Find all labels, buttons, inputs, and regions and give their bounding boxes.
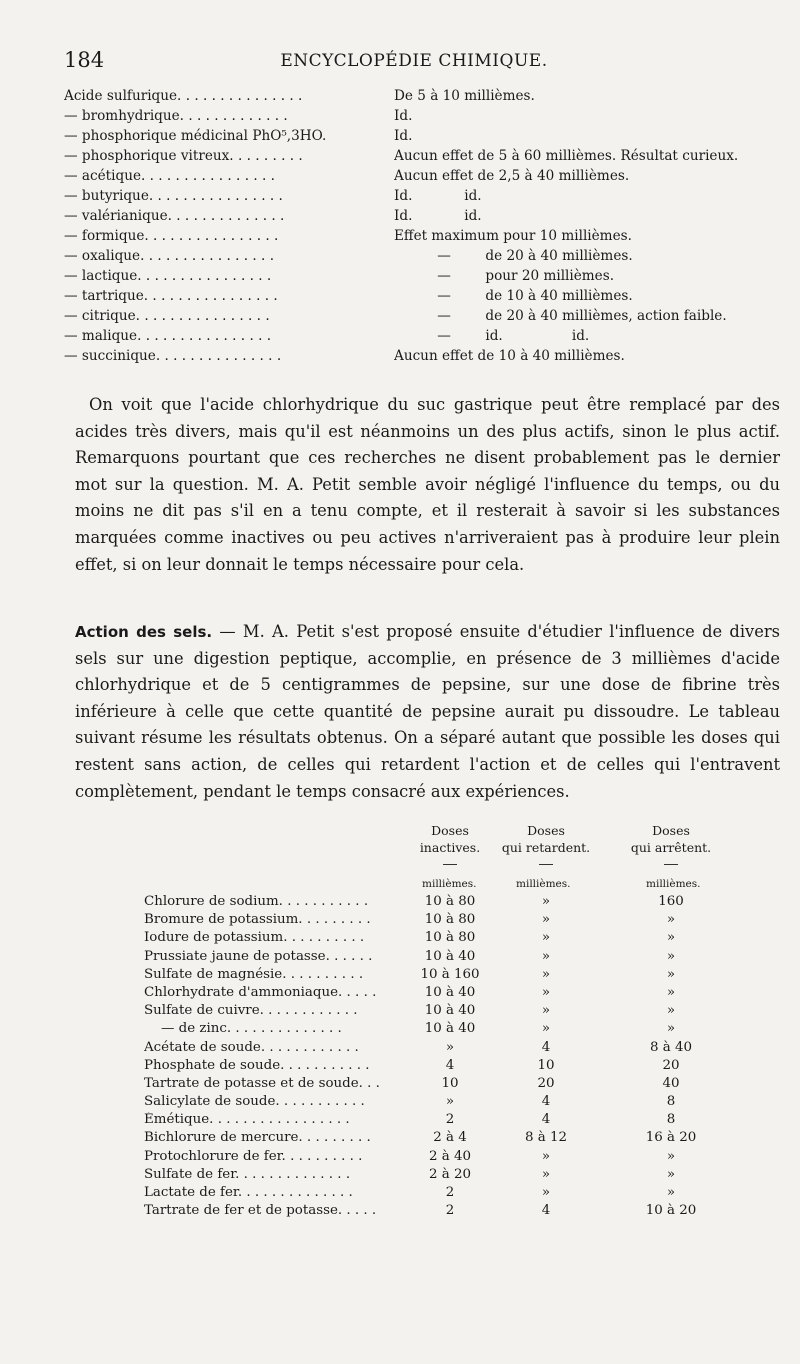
- dose-stop: 8 à 40: [649, 1039, 693, 1055]
- dose-inactive: 10 à 40: [424, 984, 476, 1000]
- table-row: [144, 949, 784, 967]
- table-row: [144, 1003, 784, 1021]
- salt-name: Chlorure de sodium. . . . . . . . . . .: [144, 894, 369, 909]
- salt-name: Phosphate de soude. . . . . . . . . . .: [144, 1057, 370, 1073]
- paragraph-action-des-sels: [75, 619, 780, 805]
- salt-name: Prussiate jaune de potasse. . . . . .: [144, 948, 373, 964]
- acid-effect: Effet maximum pour 10 millièmes.: [394, 228, 632, 244]
- acid-row: [64, 228, 784, 248]
- dose-stop: 8: [666, 1112, 676, 1128]
- acid-row: [64, 88, 784, 108]
- dose-retard: 4: [541, 1039, 551, 1055]
- dose-inactive: »: [445, 1094, 455, 1110]
- page-number: 184: [64, 48, 105, 72]
- header-rule: [664, 864, 678, 865]
- dose-retard: »: [541, 948, 551, 964]
- table-body: [144, 894, 784, 1221]
- acid-row: [64, 248, 784, 268]
- acid-name: — phosphorique médicinal PhO⁵,3HO.: [64, 128, 327, 144]
- dose-retard: 4: [541, 1094, 551, 1110]
- salts-table: [144, 822, 784, 1221]
- dose-retard: »: [541, 1148, 551, 1164]
- table-header: [144, 822, 784, 872]
- salt-name: Bichlorure de mercure. . . . . . . . .: [144, 1130, 371, 1146]
- acid-name: — acétique. . . . . . . . . . . . . . . .: [64, 168, 275, 184]
- dose-inactive: 2: [445, 1112, 455, 1128]
- acid-name: — lactique. . . . . . . . . . . . . . . .: [64, 268, 272, 284]
- dose-stop: »: [666, 1003, 676, 1019]
- unit-label: millièmes.: [646, 878, 701, 890]
- acid-name: — succinique. . . . . . . . . . . . . . .: [64, 348, 282, 364]
- salt-name: Bromure de potassium. . . . . . . . .: [144, 912, 371, 928]
- dose-inactive: 2: [445, 1185, 455, 1200]
- acid-name: — bromhydrique. . . . . . . . . . . . .: [64, 108, 288, 124]
- acid-effect: — id. id.: [394, 328, 590, 344]
- dose-retard: 20: [537, 1075, 555, 1091]
- dose-stop: »: [666, 1185, 676, 1200]
- acid-effect: — de 20 à 40 millièmes, action faible.: [394, 308, 727, 324]
- acid-effect: Id.: [394, 108, 413, 124]
- unit-label: millièmes.: [516, 878, 571, 890]
- dose-stop: 160: [658, 894, 684, 909]
- salt-name: Sulfate de magnésie. . . . . . . . . .: [144, 966, 364, 982]
- page-header: [64, 48, 764, 78]
- acid-effect: — de 10 à 40 millièmes.: [394, 288, 633, 304]
- dose-retard: »: [541, 930, 551, 946]
- dose-inactive: 10 à 40: [424, 1003, 476, 1019]
- dose-stop: »: [666, 966, 676, 982]
- acid-row: [64, 188, 784, 208]
- dose-stop: »: [666, 1148, 676, 1164]
- unit-label: millièmes.: [422, 878, 477, 890]
- acid-row: [64, 288, 784, 308]
- table-row: [144, 930, 784, 948]
- acid-name: — oxalique. . . . . . . . . . . . . . . .: [64, 248, 275, 264]
- column-header-arretent: Doses qui arrêtent.: [630, 823, 712, 855]
- acid-effect: Aucun effet de 2,5 à 40 millièmes.: [394, 168, 630, 184]
- acid-effect: De 5 à 10 millièmes.: [394, 88, 535, 104]
- salt-name: Sulfate de cuivre. . . . . . . . . . . .: [144, 1003, 358, 1019]
- dose-inactive: 4: [445, 1057, 455, 1073]
- dose-stop: 20: [662, 1057, 680, 1073]
- dose-stop: 16 à 20: [645, 1130, 697, 1146]
- dose-stop: »: [666, 912, 676, 928]
- header-rule: [443, 864, 457, 865]
- table-row: [144, 1058, 784, 1076]
- acid-name: — malique. . . . . . . . . . . . . . . .: [64, 328, 272, 344]
- dose-inactive: 10 à 40: [424, 948, 476, 964]
- acid-row: [64, 168, 784, 188]
- dose-stop: 40: [662, 1075, 680, 1091]
- units-row: [144, 872, 784, 894]
- dose-retard: »: [541, 966, 551, 982]
- dose-stop: »: [666, 930, 676, 946]
- dose-retard: »: [541, 912, 551, 928]
- dose-retard: 8 à 12: [524, 1130, 568, 1146]
- column-header-inactives: Doses inactives.: [419, 823, 481, 855]
- table-row: [144, 985, 784, 1003]
- acid-name: — phosphorique vitreux. . . . . . . . .: [64, 148, 303, 164]
- salt-name: Lactate de fer. . . . . . . . . . . . . .: [144, 1185, 353, 1200]
- dose-inactive: 10 à 160: [420, 966, 480, 982]
- dose-retard: »: [541, 1003, 551, 1019]
- dose-stop: »: [666, 1021, 676, 1037]
- acid-row: [64, 348, 784, 368]
- table-row: [144, 1094, 784, 1112]
- salt-name: Tartrate de potasse et de soude. . .: [144, 1075, 380, 1091]
- acid-row: [64, 268, 784, 288]
- paragraph-text: — M. A. Petit s'est proposé ensuite d'étudier l'influence de divers sels sur une digestion peptique, accomplie, en présence de 3 millièmes d'acide chlorhydrique et de 5 centigrammes de pepsine, sur une dose de fibrine très inférieure à celle que cette quantité de pepsine aurait pu dissoudre. Le tableau suivant résume les résultats obtenus. On a séparé autant que possible les doses qui restent sans action, de celles qui retardent l'action et de celles qui l'entravent complètement, pendant le temps consacré aux expériences.: [75, 622, 781, 801]
- dose-retard: 4: [541, 1112, 551, 1128]
- acid-effect: Id.: [394, 128, 413, 144]
- dose-inactive: »: [445, 1039, 455, 1055]
- dose-retard: »: [541, 1021, 551, 1037]
- salt-name: — de zinc. . . . . . . . . . . . . .: [144, 1021, 342, 1037]
- dose-stop: »: [666, 948, 676, 964]
- acid-effect: Id. id.: [394, 188, 482, 204]
- table-row: [144, 912, 784, 930]
- acid-name: — butyrique. . . . . . . . . . . . . . . .: [64, 188, 283, 204]
- acid-row: [64, 148, 784, 168]
- dose-inactive: 10 à 80: [424, 894, 476, 909]
- column-header-retardent: Doses qui retardent.: [501, 823, 591, 855]
- dose-retard: »: [541, 894, 551, 909]
- acid-name: — formique. . . . . . . . . . . . . . . .: [64, 228, 279, 244]
- running-title: ENCYCLOPÉDIE CHIMIQUE.: [280, 51, 548, 71]
- acid-row: [64, 128, 784, 148]
- salt-name: Sulfate de fer. . . . . . . . . . . . . .: [144, 1166, 351, 1182]
- paragraph-text: On voit que l'acide chlorhydrique du suc gastrique peut être remplacé par des acides très divers, mais qu'il est néanmoins un des plus actifs, sinon le plus actif. Remarquons pourtant que ces recherches ne disent probablement pas le dernier mot sur la question. M. A. Petit semble avoir négligé l'influence du temps, ou du moins ne dit pas s'il en a tenu compte, et il resterait à savoir si les substances marquées comme inactives ou peu actives n'arriveraient pas à produire leur plein effet, si on leur donnait le temps nécessaire pour cela.: [75, 395, 780, 574]
- table-row: [144, 894, 784, 912]
- acid-effects-list: [64, 88, 784, 368]
- salt-name: Protochlorure de fer. . . . . . . . . .: [144, 1148, 363, 1164]
- dose-inactive: 10 à 40: [424, 1021, 476, 1037]
- table-row: [144, 1203, 784, 1221]
- dose-inactive: 10: [441, 1075, 459, 1091]
- dose-inactive: 2 à 40: [428, 1148, 472, 1164]
- dose-retard: »: [541, 1166, 551, 1182]
- acid-effect: — de 20 à 40 millièmes.: [394, 248, 633, 264]
- acid-row: [64, 308, 784, 328]
- salt-name: Iodure de potassium. . . . . . . . . .: [144, 930, 365, 946]
- table-row: [144, 1149, 784, 1167]
- dose-inactive: 2 à 4: [433, 1130, 467, 1146]
- salt-name: Émétique. . . . . . . . . . . . . . . . .: [144, 1112, 350, 1128]
- acid-effect: Id. id.: [394, 208, 482, 224]
- acid-row: [64, 328, 784, 348]
- acid-effect: Aucun effet de 10 à 40 millièmes.: [394, 348, 625, 364]
- table-row: [144, 967, 784, 985]
- table-row: [144, 1130, 784, 1148]
- table-row: [144, 1076, 784, 1094]
- acid-name: Acide sulfurique. . . . . . . . . . . . . . .: [64, 88, 303, 104]
- dose-retard: »: [541, 1185, 551, 1200]
- header-rule: [539, 864, 553, 865]
- acid-effect: — pour 20 millièmes.: [394, 268, 615, 284]
- acid-row: [64, 108, 784, 128]
- table-row: [144, 1167, 784, 1185]
- table-row: [144, 1112, 784, 1130]
- dose-stop: »: [666, 984, 676, 1000]
- table-row: [144, 1185, 784, 1203]
- salt-name: Tartrate de fer et de potasse. . . . .: [144, 1203, 377, 1219]
- dose-stop: »: [666, 1166, 676, 1182]
- dose-inactive: 2: [445, 1203, 455, 1219]
- section-heading: Action des sels.: [75, 623, 213, 641]
- acid-name: — tartrique. . . . . . . . . . . . . . . .: [64, 288, 278, 304]
- dose-inactive: 10 à 80: [424, 912, 476, 928]
- salt-name: Chlorhydrate d'ammoniaque. . . . .: [144, 984, 377, 1000]
- table-row: [144, 1040, 784, 1058]
- salt-name: Salicylate de soude. . . . . . . . . . .: [144, 1094, 365, 1110]
- salt-name: Acétate de soude. . . . . . . . . . . .: [144, 1039, 359, 1055]
- dose-stop: 10 à 20: [645, 1203, 697, 1219]
- acid-name: — valérianique. . . . . . . . . . . . . .: [64, 208, 285, 224]
- acid-row: [64, 208, 784, 228]
- dose-stop: 8: [666, 1094, 676, 1110]
- table-row: [144, 1021, 784, 1039]
- acid-name: — citrique. . . . . . . . . . . . . . . .: [64, 308, 270, 324]
- paragraph-acid-conclusion: [75, 392, 780, 578]
- dose-retard: »: [541, 984, 551, 1000]
- dose-retard: 4: [541, 1203, 551, 1219]
- dose-inactive: 10 à 80: [424, 930, 476, 946]
- dose-inactive: 2 à 20: [428, 1166, 472, 1182]
- acid-effect: Aucun effet de 5 à 60 millièmes. Résultat curieux.: [394, 148, 739, 164]
- dose-retard: 10: [537, 1057, 555, 1073]
